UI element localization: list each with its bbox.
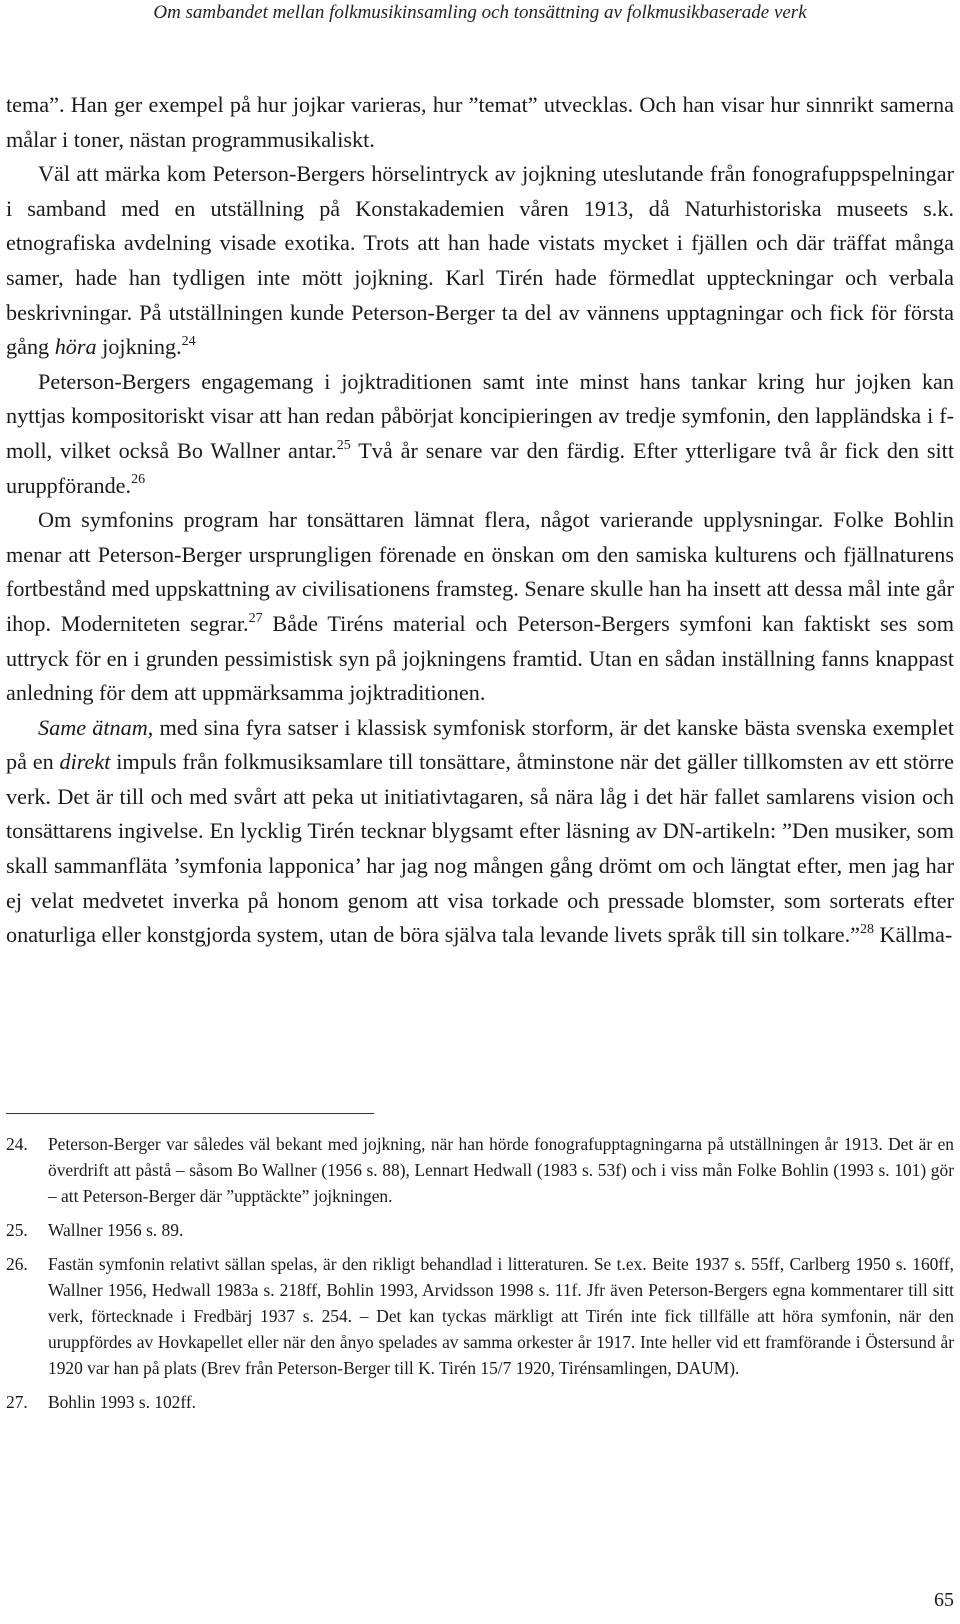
- footnote-26: [6, 1251, 954, 1381]
- footnote-number: 25.: [6, 1220, 28, 1240]
- paragraph-3: [6, 365, 954, 503]
- footnote-27: [6, 1389, 954, 1415]
- paragraph-text: Väl att märka kom Peterson-Bergers hörselintryck av jojkning uteslutande från fonografuppspelningar i samband med en utställning på Konstakademien våren 1913, då Naturhistoriska museets s.k. etnografiska avdelning visade exotika. Trots att han hade vistats mycket i fjällen och där träffat många samer, hade han tydligen inte mött jojkning. Karl Tirén hade förmedlat uppteckningar och verbala beskrivningar. På utställningen kunde Peterson-Berger ta del av vännens upptagningar och fick för första gång: [6, 161, 954, 360]
- footnote-ref-24[interactable]: 24: [181, 333, 196, 349]
- body-text: [6, 88, 954, 953]
- footnote-number: 26.: [6, 1254, 28, 1274]
- emphasis-text: Same ätnam: [38, 714, 148, 740]
- paragraph-text: tema”. Han ger exempel på hur jojkar varieras, hur ”temat” utvecklas. Och han visar hur sinnrikt samerna målar i toner, nästan programmusikaliskt.: [6, 92, 954, 152]
- emphasis-text: höra: [54, 334, 97, 360]
- footnote-text: Fastän symfonin relativt sällan spelas, är den rikligt behandlad i litteraturen. Se t.ex. Beite 1937 s. 55ff, Carlberg 1950 s. 160ff, Wallner 1956, Hedwall 1983a s. 218ff, Bohlin 1993, Arvidsson 1998 s. 11f. Jfr även Peterson-Bergers egna kommentarer till sitt verk, förtecknade i Fredbärj 1937 s. 254. – Det kan tyckas märkligt att Tirén inte fick tillfälle att höra symfonin, när den uruppfördes av Hovkapellet eller när den ånyo spelades av samma orkester år 1917. Inte heller vid ett framförande i Östersund år 1920 var han på plats (Brev från Peterson-Berger till K. Tirén 15/7 1920, Tirénsamlingen, DAUM).: [48, 1254, 954, 1378]
- footnote-number: 24.: [6, 1134, 28, 1154]
- paragraph-4: [6, 503, 954, 711]
- footnote-number: 27.: [6, 1392, 28, 1412]
- footnotes: [6, 1131, 954, 1423]
- footnote-text: Peterson-Berger var således väl bekant med jojkning, när han hörde fonografupptagningarna på utställningen år 1913. Det är en överdrift att påstå – såsom Bo Wallner (1956 s. 88), Lennart Hedwall (1983 s. 53f) och i viss mån Folke Bohlin (1993 s. 101) gör – att Peterson-Berger där ”upptäckte” jojkningen.: [48, 1134, 954, 1206]
- emphasis-text: direkt: [59, 749, 111, 775]
- paragraph-1: [6, 88, 954, 157]
- paragraph-text: Både Tiréns material och Peterson-Bergers symfoni kan faktiskt ses som uttryck för en i grunden pessimistisk syn på jojkningens framtid. Utan en sådan inställning fanns knappast anledning för dem att uppmärksamma jojktraditionen.: [6, 610, 955, 706]
- page-number: 65: [934, 1589, 954, 1611]
- footnote-ref-28[interactable]: 28: [859, 921, 874, 937]
- paragraph-text: Två år senare var den färdig. Efter ytterligare två år fick den sitt uruppförande.: [6, 437, 954, 498]
- paragraph-2: [6, 157, 954, 365]
- paragraph-text: jojkning.: [96, 334, 182, 360]
- running-header: Om sambandet mellan folkmusikinsamling och tonsättning av folkmusikbaserade verk: [153, 2, 807, 23]
- paragraph-text: , med sina fyra satser i klassisk symfonisk storform, är det kanske bästa svenska exemplet på en: [6, 714, 954, 775]
- footnote-text: Wallner 1956 s. 89.: [48, 1220, 184, 1240]
- footnote-separator: [6, 1113, 374, 1114]
- footnote-ref-27[interactable]: 27: [248, 610, 263, 626]
- paragraph-text: Om symfonins program har tonsättaren lämnat flera, något varierande upplysningar. Folke Bohlin menar att Peterson-Berger ursprungligen förenade en önskan om den samiska kulturens och fjällnaturens fortbestånd med uppskattning av civilisationens framsteg. Senare skulle han ha insett att dessa mål inte går ihop. Moderniteten segrar.: [6, 507, 954, 636]
- paragraph-text: impuls från folkmusiksamlare till tonsättare, åtminstone när det gäller tillkomsten av ett större verk. Det är till och med svårt att peka ut initiativtagaren, så nära låg i det här fallet samlarens vision och tonsättarens ingivelse. En lycklig Tirén tecknar blygsamt efter läsning av DN-artikeln: ”Den musiker, som skall sammanfläta ’symfonia lapponica’ har jag nog mången gång drömt om och längtat efter, men jag har ej velat medvetet inverka på honom genom att visa torkade och pressade blomster, som sorterats efter onaturliga eller konstgjorda system, utan de böra själva tala levande livets språk till sin tolkare.”: [6, 749, 954, 948]
- footnote-25: [6, 1217, 954, 1243]
- footnote-ref-25[interactable]: 25: [336, 437, 351, 453]
- footnote-ref-26[interactable]: 26: [131, 472, 146, 488]
- footnote-24: [6, 1131, 954, 1209]
- paragraph-text: Källma-: [873, 922, 953, 948]
- paragraph-text: Peterson-Bergers engagemang i jojktraditionen samt inte minst hans tankar kring hur jojken kan nyttjas kompositoriskt visar att han redan påbörjat koncipieringen av tredje symfonin, den lappländska i f-moll, vilket också Bo Wallner antar.: [6, 368, 954, 463]
- paragraph-5: [6, 711, 954, 953]
- footnote-text: Bohlin 1993 s. 102ff.: [48, 1392, 196, 1412]
